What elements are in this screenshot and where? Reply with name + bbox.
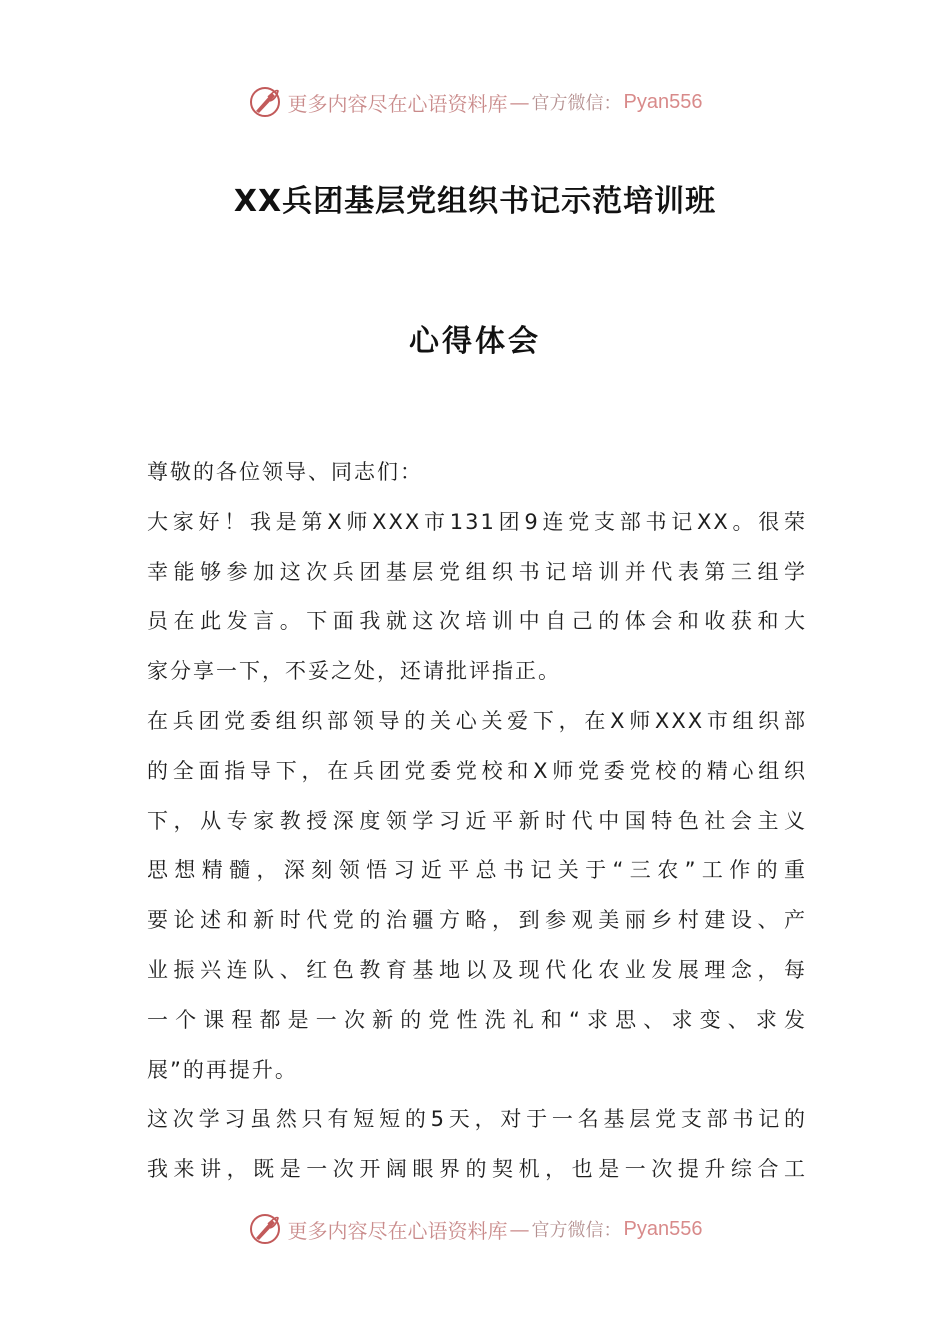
paragraph-1 <box>147 498 807 697</box>
text-line: 幸能够参加这次兵团基层党组织书记培训并代表第三组学 <box>147 559 807 584</box>
document-body <box>147 448 807 1195</box>
text-line: 这次学习虽然只有短短的5天，对于一名基层党支部书记的 <box>147 1107 807 1132</box>
banner-wechat-id: Pyan556 <box>623 90 703 113</box>
quill-logo-icon <box>248 1212 282 1246</box>
document-subtitle: 心得体会 <box>409 324 541 359</box>
quill-logo-icon <box>248 85 282 119</box>
text-line: 展”的再提升。 <box>147 1057 298 1082</box>
text-line: 的全面指导下，在兵团党委党校和X师党委党校的精心组织 <box>147 758 807 783</box>
header-banner <box>0 82 950 122</box>
paragraph-3 <box>147 1095 807 1195</box>
text-line: 在兵团党委组织部领导的关心关爱下，在X师XXX市组织部 <box>147 708 807 733</box>
text-line: 家分享一下，不妥之处，还请批评指正。 <box>147 659 561 684</box>
text-line: 一个课程都是一次新的党性洗礼和“求思、求变、求发 <box>147 1007 807 1032</box>
banner-site-name: 更多内容尽在心语资料库 <box>287 91 508 116</box>
banner-site-name: 更多内容尽在心语资料库 <box>287 1218 508 1243</box>
text-line: 员在此发言。下面我就这次培训中自己的体会和收获和大 <box>147 609 807 634</box>
text-line: 思想精髓，深刻领悟习近平总书记关于“三农”工作的重 <box>147 858 807 883</box>
banner-wechat-label: 官方微信： <box>531 93 622 114</box>
banner-dash: — <box>509 90 530 114</box>
footer-banner <box>0 1209 950 1249</box>
paragraph-2 <box>147 697 807 1095</box>
text-line: 业振兴连队、红色教育基地以及现代化农业发展理念，每 <box>147 957 807 982</box>
text-line: 要论述和新时代党的治疆方略，到参观美丽乡村建设、产 <box>147 908 807 933</box>
text-line: 下，从专家教授深度领学习近平新时代中国特色社会主义 <box>147 808 807 833</box>
text-line: 尊敬的各位领导、同志们： <box>147 460 423 484</box>
text-line: 我来讲，既是一次开阔眼界的契机，也是一次提升综合工 <box>147 1157 807 1182</box>
document-title: XX兵团基层党组织书记示范培训班 <box>233 184 717 219</box>
salutation <box>147 448 807 498</box>
text-line: 大家好！我是第X师XXX市131团9连党支部书记XX。很荣 <box>147 509 807 534</box>
banner-wechat-id: Pyan556 <box>623 1217 703 1240</box>
banner-dash: — <box>509 1217 530 1241</box>
banner-wechat-label: 官方微信： <box>531 1220 622 1241</box>
